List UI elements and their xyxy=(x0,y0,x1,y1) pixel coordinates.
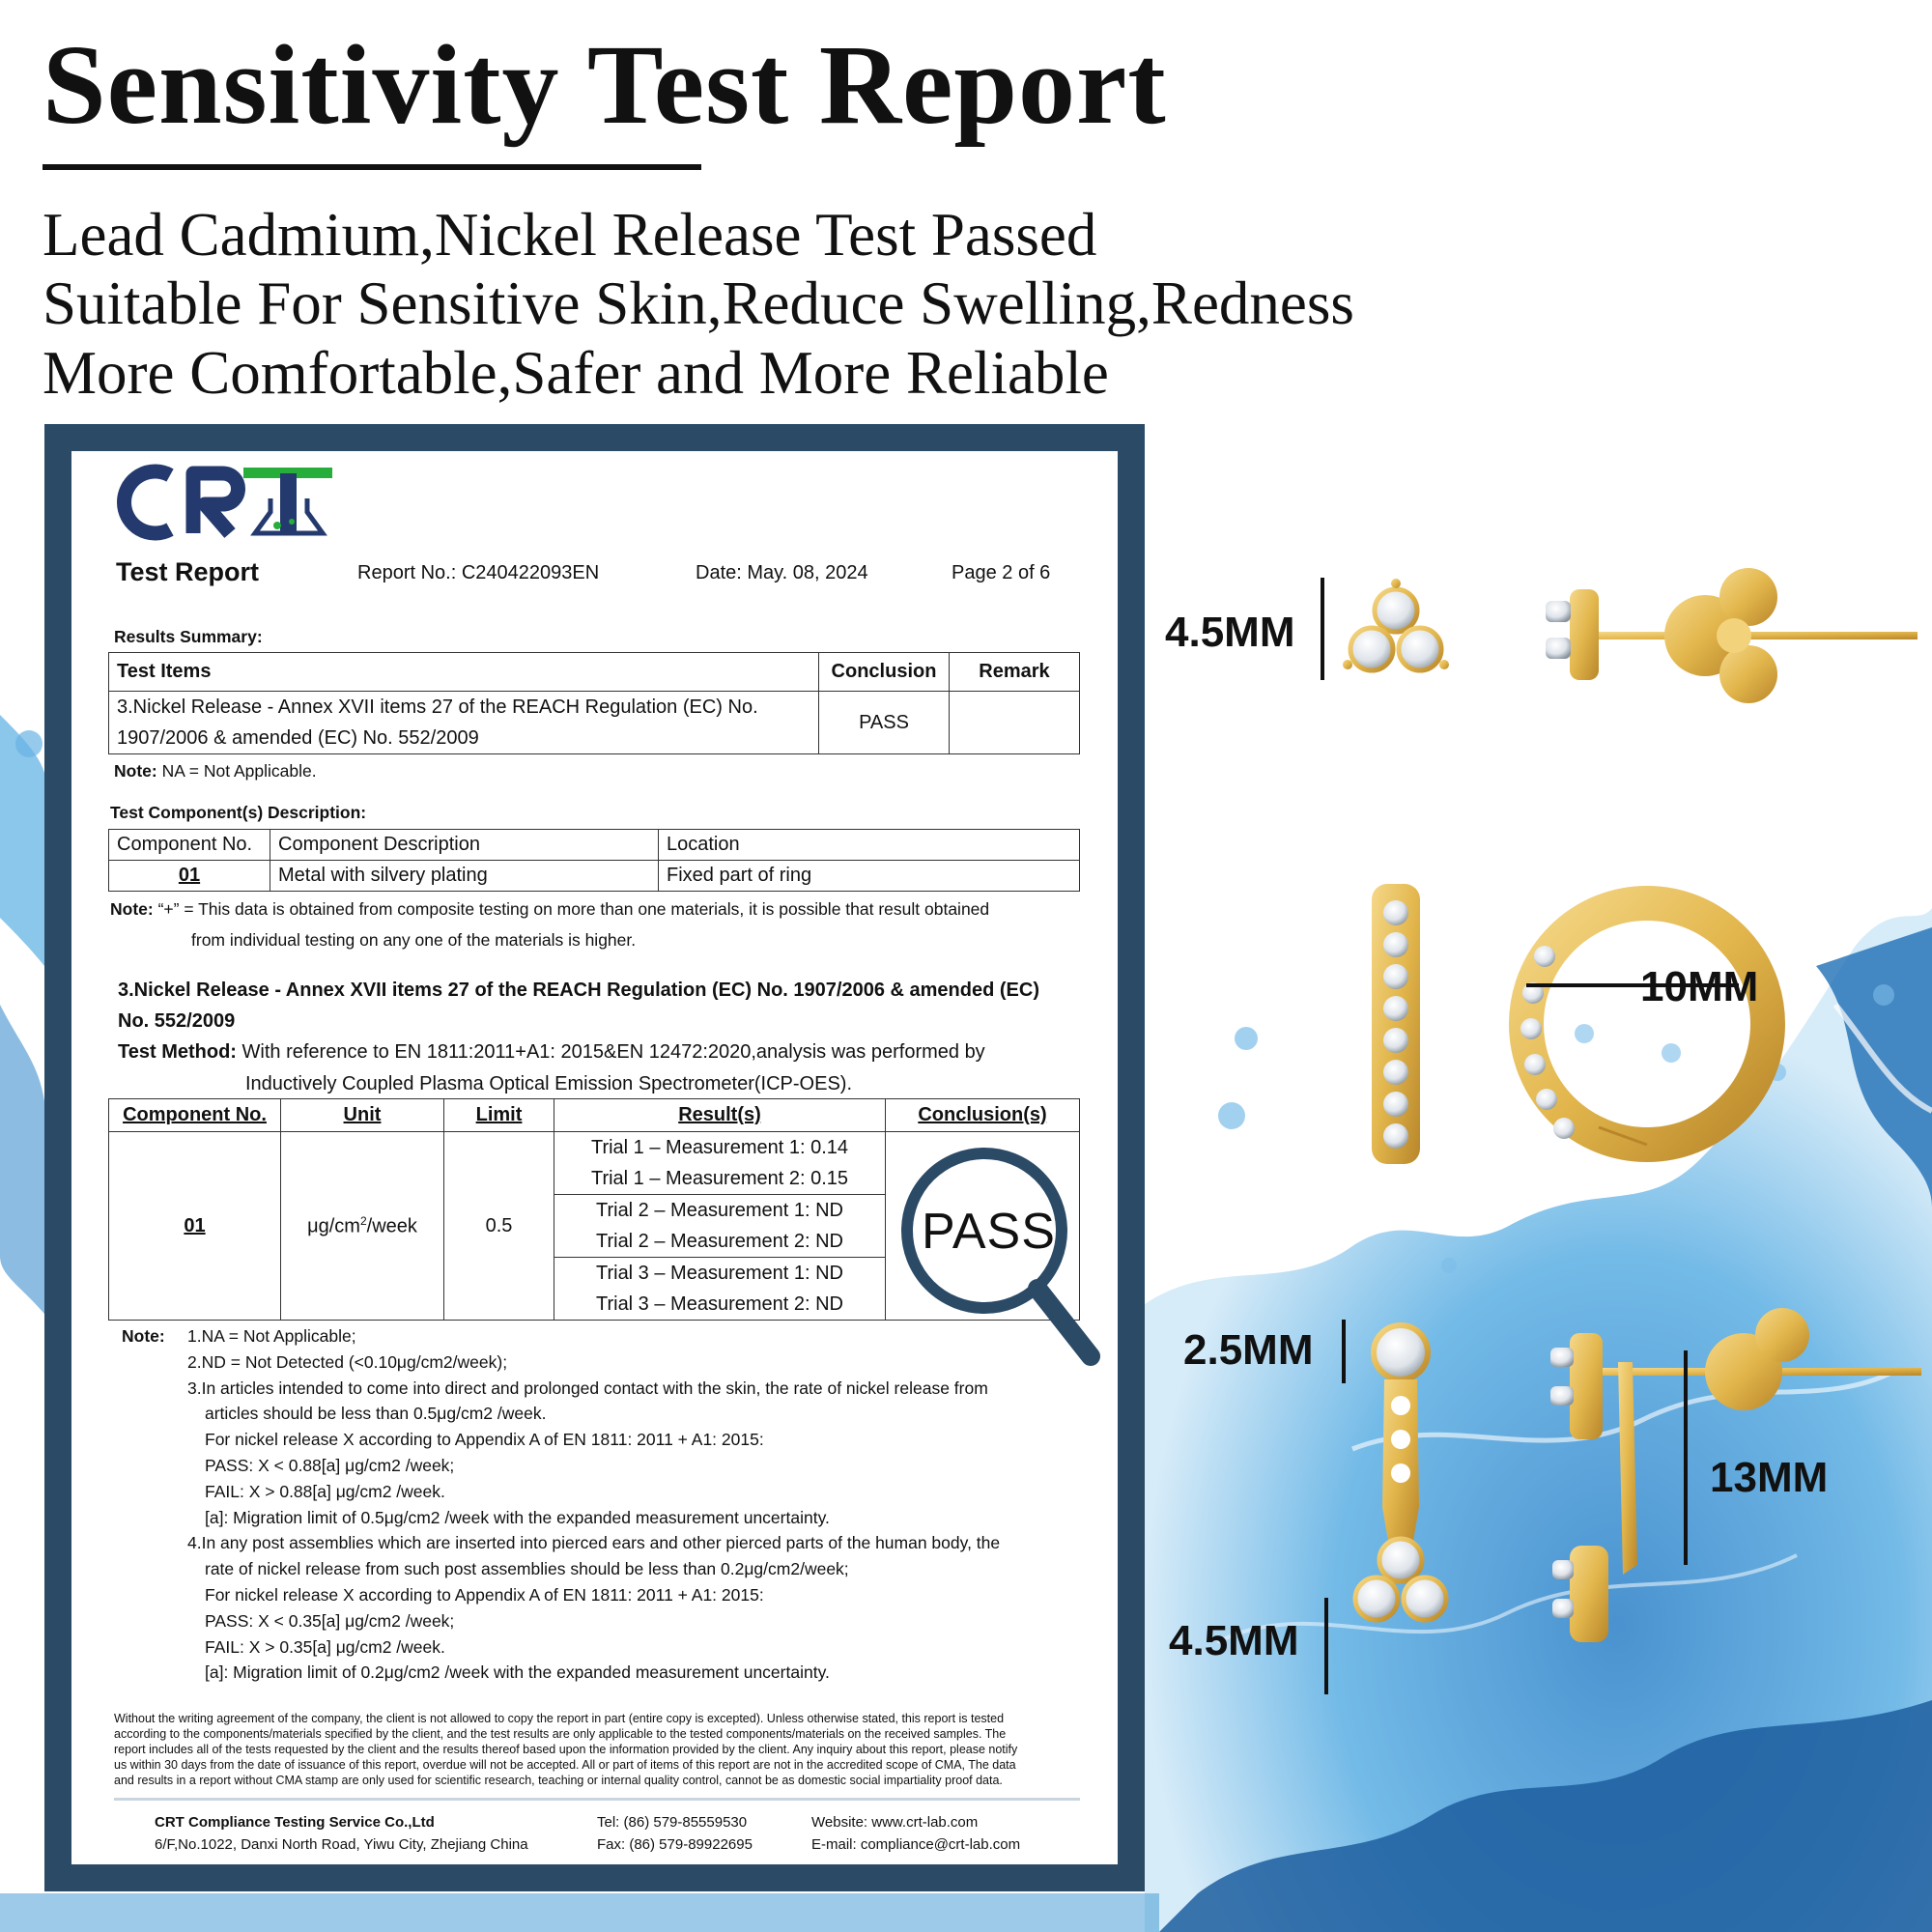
result-line: Trial 3 – Measurement 2: ND xyxy=(595,1293,843,1315)
test-report-document xyxy=(71,451,1118,1864)
magnifier-icon xyxy=(893,1139,1105,1380)
summary-header-conclusion: Conclusion xyxy=(819,653,950,692)
test-method-line2: Inductively Coupled Plasma Optical Emission Spectrometer(ICP-OES). xyxy=(245,1073,853,1094)
note-line: articles should be less than 0.5μg/cm2 /week. xyxy=(205,1404,547,1424)
pass-stamp: PASS xyxy=(922,1204,1056,1260)
note-label: Note: xyxy=(110,899,154,919)
note-text: NA = Not Applicable. xyxy=(161,761,317,781)
note-composite-line2: from individual testing on any one of the materials is higher. xyxy=(191,930,637,950)
unit-tail: /week xyxy=(366,1215,417,1237)
summary-table xyxy=(108,652,1080,754)
results-header-results: Result(s) xyxy=(554,1099,886,1132)
results-header-component: Component No. xyxy=(109,1099,281,1132)
stud-size-line xyxy=(1321,578,1324,680)
result-line: Trial 3 – Measurement 1: ND xyxy=(595,1263,843,1284)
bottom-stone-size-line xyxy=(1324,1598,1328,1694)
stud-front xyxy=(1343,579,1449,670)
hoop-front xyxy=(1520,903,1768,1145)
table-row xyxy=(109,861,1080,892)
top-stone-size-line xyxy=(1342,1320,1346,1383)
note-line: 3.In articles intended to come into direct and prolonged contact with the skin, the rate of nickel release from xyxy=(187,1378,988,1398)
disclaimer-line: Without the writing agreement of the company, the client is not allowed to copy the report in part (entire copy is excepted). Unless otherwise stated, this report is tested xyxy=(114,1712,1005,1725)
note-line: PASS: X < 0.88[a] μg/cm2 /week; xyxy=(205,1456,455,1475)
summary-header-remark: Remark xyxy=(950,653,1080,692)
note-composite xyxy=(110,901,989,919)
disclaimer-line: us within 30 days from the date of issuance of this report, overdue will not be accepted. All or part of items of this report are not in the accredited scope of CMA, The data xyxy=(114,1758,1016,1772)
top-stone-size-label: 2.5MM xyxy=(1183,1326,1314,1374)
component-location: Fixed part of ring xyxy=(659,861,1080,892)
length-size-label: 13MM xyxy=(1710,1454,1829,1501)
earring-illustrations xyxy=(1145,541,1932,1681)
test-method xyxy=(118,1042,985,1062)
component-desc: Metal with silvery plating xyxy=(270,861,659,892)
footer-email: E-mail: compliance@crt-lab.com xyxy=(811,1836,1021,1853)
disclaimer-line: and results in a report without CMA stamp are only used for scientific research, teaching or internal quality control, cannot be as domestic social impartiality proof data. xyxy=(114,1774,1003,1787)
result-line: Trial 1 – Measurement 1: 0.14 xyxy=(590,1137,849,1158)
results-trial-1 xyxy=(554,1132,886,1195)
note-line: [a]: Migration limit of 0.2μg/cm2 /week with the expanded measurement uncertainty. xyxy=(205,1662,830,1683)
component-description-label: Test Component(s) Description: xyxy=(110,803,367,822)
stud-side xyxy=(1546,568,1918,703)
summary-conclusion: PASS xyxy=(819,692,950,754)
title-underline xyxy=(43,164,701,170)
tagline-2: Suitable For Sensitive Skin,Reduce Swelling,Redness xyxy=(43,270,1354,337)
component-header-desc: Component Description xyxy=(270,830,659,861)
notes-label: Note: xyxy=(122,1326,165,1346)
note-na xyxy=(114,763,317,781)
page-number: Page 2 of 6 xyxy=(952,562,1051,583)
note-line: FAIL: X > 0.88[a] μg/cm2 /week. xyxy=(205,1481,445,1501)
footer-fax: Fax: (86) 579-89922695 xyxy=(597,1836,753,1853)
doc-title: Test Report xyxy=(116,557,260,586)
page-title: Sensitivity Test Report xyxy=(43,21,1167,148)
summary-item-line2: 1907/2006 & amended (EC) No. 552/2009 xyxy=(117,727,479,749)
note-line: rate of nickel release from such post assemblies should be less than 0.2μg/cm2/week; xyxy=(205,1559,849,1579)
note-label: Note: xyxy=(114,761,157,781)
test-method-text: With reference to EN 1811:2011+A1: 2015&EN 12472:2020,analysis was performed by xyxy=(242,1041,985,1063)
results-header-unit: Unit xyxy=(281,1099,444,1132)
unit-base: μg/cm xyxy=(307,1215,360,1237)
results-component: 01 xyxy=(109,1132,281,1321)
note-line: PASS: X < 0.35[a] μg/cm2 /week; xyxy=(205,1610,455,1631)
component-table xyxy=(108,829,1080,892)
note-line: For nickel release X according to Appendix A of EN 1811: 2011 + A1: 2015: xyxy=(205,1585,764,1605)
note-text: “+” = This data is obtained from composite testing on more than one materials, it is possible that result obtained xyxy=(157,899,990,919)
disclaimer-line: report includes all of the tests requested by the client and the results thereof based upon the information provided by the client. Any inquiry about this report, please notify xyxy=(114,1743,1018,1756)
summary-item-line1: 3.Nickel Release - Annex XVII items 27 of the REACH Regulation (EC) No. xyxy=(117,696,758,718)
unit-sup: 2 xyxy=(359,1213,367,1228)
footer-address: 6/F,No.1022, Danxi North Road, Yiwu City, Zhejiang China xyxy=(155,1836,528,1853)
note-line: FAIL: X > 0.35[a] μg/cm2 /week. xyxy=(205,1636,445,1657)
component-no: 01 xyxy=(109,861,270,892)
results-header-limit: Limit xyxy=(444,1099,554,1132)
note-line: 2.ND = Not Detected (<0.10μg/cm2/week); xyxy=(187,1351,508,1372)
results-header-conclusion: Conclusion(s) xyxy=(886,1099,1080,1132)
component-header-location: Location xyxy=(659,830,1080,861)
results-trial-3 xyxy=(554,1258,886,1321)
stud-size-label: 4.5MM xyxy=(1165,609,1295,656)
results-unit xyxy=(281,1132,444,1321)
result-line: Trial 2 – Measurement 2: ND xyxy=(595,1231,843,1252)
section-title-line1: 3.Nickel Release - Annex XVII items 27 of the REACH Regulation (EC) No. 1907/2006 & amended (EC) xyxy=(118,980,1039,1001)
summary-item-cell xyxy=(109,692,819,754)
footer-website: Website: www.crt-lab.com xyxy=(811,1814,979,1831)
note-line: [a]: Migration limit of 0.5μg/cm2 /week with the expanded measurement uncertainty. xyxy=(205,1507,830,1527)
tagline-1: Lead Cadmium,Nickel Release Test Passed xyxy=(43,201,1097,269)
results-trial-2 xyxy=(554,1195,886,1258)
tagline-3: More Comfortable,Safer and More Reliable xyxy=(43,339,1109,407)
results-limit: 0.5 xyxy=(444,1132,554,1321)
summary-header-items: Test Items xyxy=(109,653,819,692)
note-line: 1.NA = Not Applicable; xyxy=(187,1326,356,1346)
jacket-front xyxy=(1355,1325,1446,1620)
note-line: 4.In any post assemblies which are inserted into pierced ears and other pierced parts of the human body, the xyxy=(187,1533,1001,1553)
component-header-no: Component No. xyxy=(109,830,270,861)
bottom-stone-size-label: 4.5MM xyxy=(1169,1617,1299,1664)
footer-divider xyxy=(114,1798,1080,1801)
table-row xyxy=(109,692,1080,754)
crt-logo xyxy=(108,464,332,541)
section-title-line2: No. 552/2009 xyxy=(118,1010,236,1032)
report-date: Date: May. 08, 2024 xyxy=(696,562,868,583)
test-method-label: Test Method: xyxy=(118,1041,237,1063)
result-line: Trial 1 – Measurement 2: 0.15 xyxy=(590,1168,849,1189)
summary-remark xyxy=(950,692,1080,754)
hoop-side xyxy=(1372,884,1420,1164)
footer-company: CRT Compliance Testing Service Co.,Ltd xyxy=(155,1814,435,1831)
results-summary-label: Results Summary: xyxy=(114,627,263,646)
report-number: Report No.: C240422093EN xyxy=(357,562,600,583)
footer-tel: Tel: (86) 579-85559530 xyxy=(597,1814,748,1831)
hoop-size-label: 10MM xyxy=(1640,963,1759,1010)
note-line: For nickel release X according to Appendix A of EN 1811: 2011 + A1: 2015: xyxy=(205,1430,764,1450)
result-line: Trial 2 – Measurement 1: ND xyxy=(595,1200,843,1221)
disclaimer-line: according to the components/materials specified by the client, and the test results are only applicable to the tested components/materials on the received samples. The xyxy=(114,1727,1007,1741)
